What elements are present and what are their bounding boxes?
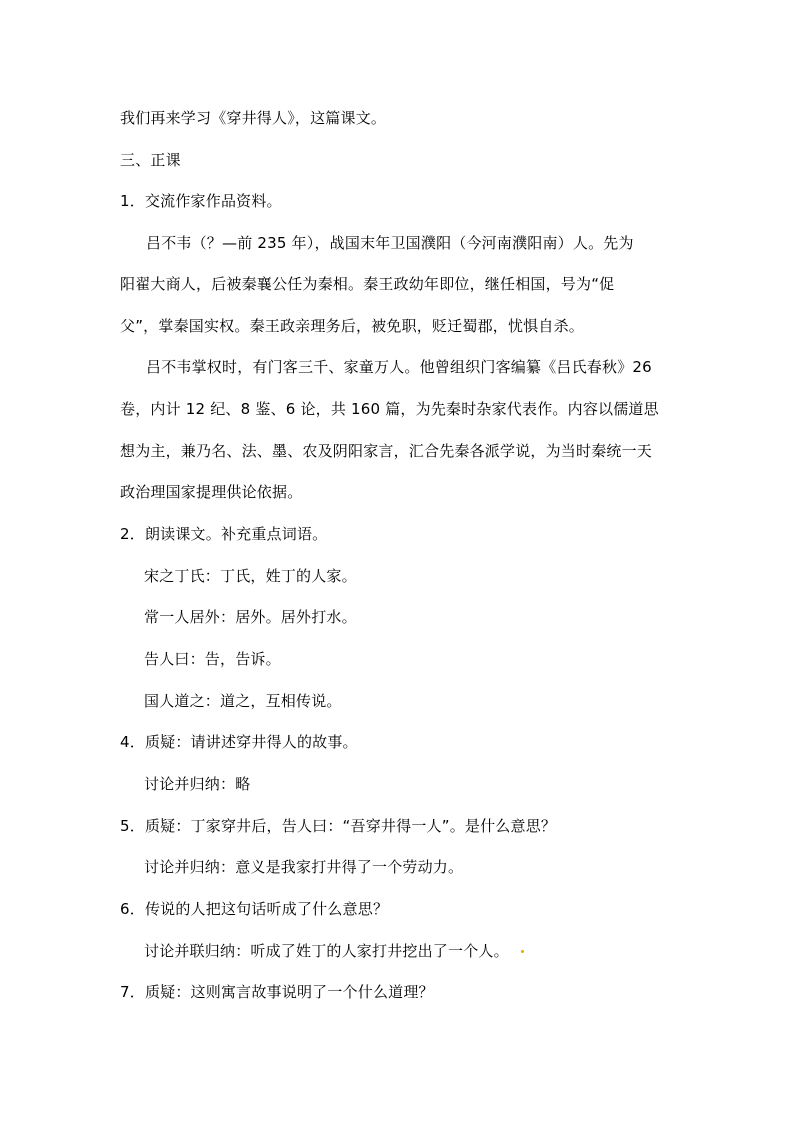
paragraph-1-line-3: 父”，掌秦国实权。秦王政亲理务后，被免职，贬迁蜀郡，忧惧自杀。 (120, 317, 584, 335)
item-4-answer: 讨论并归纳：略 (144, 775, 251, 793)
item-5-heading: 5．质疑：丁家穿井后，告人曰：“吾穿井得一人”。是什么意思？ (120, 817, 557, 835)
paragraph-1-line-2: 阳翟大商人，后被秦襄公任为秦相。秦王政幼年即位，继任相国，号为“促 (120, 275, 615, 293)
item-6-heading: 6．传说的人把这句话听成了什么意思？ (120, 900, 389, 918)
vocab-item-3: 告人曰：告，告诉。 (144, 650, 281, 668)
vocab-item-1: 宋之丁氏：丁氏，姓丁的人家。 (144, 567, 357, 585)
paragraph-2-line-1: 吕不韦掌权时，有门客三千、家童万人。他曾组织门客编纂《吕氏春秋》26 (146, 358, 652, 376)
paragraph-1-line-1: 吕不韦（？—前 235 年），战国末年卫国濮阳（今河南濮阳南）人。先为 (146, 234, 634, 252)
item-1-heading: 1．交流作家作品资料。 (120, 192, 282, 210)
intro-line: 我们再来学习《穿井得人》，这篇课文。 (120, 109, 387, 127)
vocab-item-4: 国人道之：道之，互相传说。 (144, 692, 342, 710)
item-2-heading: 2．朗读课文。补充重点词语。 (120, 525, 328, 543)
item-5-answer: 讨论并归纳：意义是我家打井得了一个劳动力。 (144, 858, 464, 876)
paragraph-2-line-2: 卷，内计 12 纪、8 鉴、6 论，共 160 篇，为先秦时杂家代表作。内容以儒道思 (120, 400, 659, 418)
dot-mark-icon (521, 950, 524, 953)
paragraph-2-line-4: 政治理国家提理供论依据。 (120, 483, 303, 501)
paragraph-2-line-3: 想为主，兼乃名、法、墨、农及阴阳家言，汇合先秦各派学说，为当时秦统一天 (120, 442, 653, 460)
item-6-answer-row (144, 940, 524, 962)
section-heading: 三、正课 (120, 151, 181, 169)
item-6-answer: 讨论并联归纳：听成了姓丁的人家打井挖出了一个人。 (144, 942, 509, 960)
vocab-item-2: 常一人居外：居外。居外打水。 (144, 608, 357, 626)
item-7-heading: 7．质疑：这则寓言故事说明了一个什么道理？ (120, 983, 434, 1001)
item-4-heading: 4．质疑：请讲述穿井得人的故事。 (120, 733, 358, 751)
